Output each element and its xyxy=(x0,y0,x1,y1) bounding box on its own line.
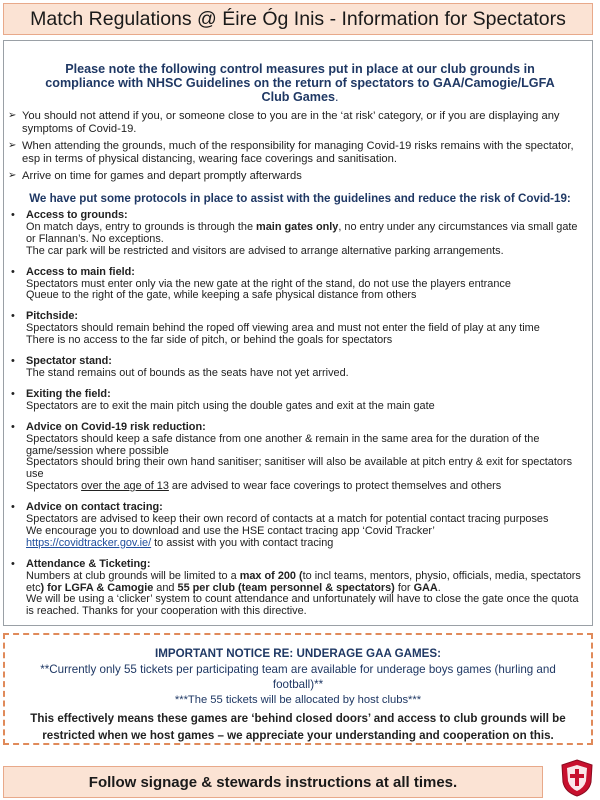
section-access-grounds xyxy=(10,210,588,258)
text-run: for xyxy=(394,581,414,594)
round-bullet-icon: • xyxy=(11,355,15,368)
section-title: Advice on contact tracing: xyxy=(26,501,163,514)
section-access-field xyxy=(10,267,588,303)
section-line: Spectators should keep a safe distance from one another & remain in the same area for the duration of the game/session where possible xyxy=(26,432,540,457)
list-item xyxy=(8,140,583,165)
arrow-bullet-icon: ➢ xyxy=(8,140,17,151)
section-line xyxy=(26,481,588,493)
footer-text: Follow signage & stewards instructions at all times. xyxy=(88,773,458,791)
title-banner xyxy=(3,3,593,35)
section-line xyxy=(26,571,588,595)
bullet-text: You should not attend if you, or someone close to you are in the ‘at risk’ category, or if you are displaying any symptoms of Covid-19. xyxy=(22,110,560,135)
round-bullet-icon: • xyxy=(11,310,15,323)
text-run: Spectators xyxy=(26,480,82,493)
text-run: . xyxy=(437,581,441,594)
section-line: We will be using a ‘clicker’ system to count attendance and unfortunately will have to close the gate once the quota is reached. Thanks for your cooperation with this directive. xyxy=(26,593,579,618)
section-line: We encourage you to download and use the HSE contact tracing app ‘Covid Tracker’ xyxy=(26,524,435,537)
intro-period: . xyxy=(334,90,339,104)
notice-body: **Currently only 55 tickets per participating team are available for underage boys games (hurling and football)** xyxy=(40,663,556,691)
section-line: There is no access to the far side of pitch, or behind the goals for spectators xyxy=(26,334,393,347)
text-run: , no entry under any circumstances via small gate or Flannan’s. No exceptions. xyxy=(26,220,578,245)
arrow-bullet-icon: ➢ xyxy=(8,170,17,181)
section-line: Spectators should bring their own hand sanitiser; sanitiser will also be available at pitch entry & exit for spectators use xyxy=(26,456,573,481)
section-line: Spectators should remain behind the roped off viewing area and must not enter the field of play at any time xyxy=(26,322,540,335)
section-title: Attendance & Ticketing: xyxy=(26,557,151,570)
round-bullet-icon: • xyxy=(11,420,15,433)
section-ticketing xyxy=(10,559,588,619)
section-line: The stand remains out of bounds as the seats have not yet arrived. xyxy=(26,366,349,379)
text-run-bold: ) for LGFA & Camogie xyxy=(40,581,154,594)
text-run: On match days, entry to grounds is through the xyxy=(26,220,257,233)
round-bullet-icon: • xyxy=(11,209,15,221)
round-bullet-icon: • xyxy=(11,557,15,570)
text-run: and xyxy=(153,581,178,594)
intro-main: Please note the following control measures put in place at our club grounds in compliance with NHSC Guidelines on the return of spectators to GAA/Camogie/LGFA Club Games xyxy=(45,62,555,104)
section-line: Queue to the right of the gate, while keeping a safe physical distance from others xyxy=(26,289,417,302)
text-run-bold: 55 per club (team personnel & spectators) xyxy=(177,581,395,594)
round-bullet-icon: • xyxy=(11,387,15,400)
section-covid-advice xyxy=(10,422,588,493)
section-exiting xyxy=(10,389,588,413)
section-title: Access to grounds: xyxy=(26,209,128,221)
notice-allocation: ***The 55 tickets will be allocated by host clubs*** xyxy=(174,694,422,706)
page-title: Match Regulations @ Éire Óg Inis - Information for Spectators xyxy=(30,7,566,30)
section-title: Advice on Covid-19 risk reduction: xyxy=(26,420,206,433)
arrow-bullet-icon: ➢ xyxy=(8,110,17,121)
section-line xyxy=(26,538,588,550)
protocol-sections xyxy=(10,210,588,627)
general-bullets xyxy=(8,110,583,188)
protocols-heading: We have put some protocols in place to assist with the guidelines and reduce the risk of Covid-19: xyxy=(29,192,571,205)
text-run: to assist with you with contact tracing xyxy=(151,536,334,549)
round-bullet-icon: • xyxy=(11,265,15,278)
section-line xyxy=(26,222,588,246)
section-title: Spectator stand: xyxy=(26,355,112,368)
intro-text xyxy=(30,62,570,104)
text-run-bold: GAA xyxy=(413,581,438,594)
section-pitchside xyxy=(10,311,588,347)
text-run-bold: main gates only xyxy=(256,220,339,233)
list-item xyxy=(8,110,583,135)
section-title: Exiting the field: xyxy=(26,387,111,400)
section-title: Pitchside: xyxy=(26,310,79,323)
bullet-text: Arrive on time for games and depart promptly afterwards xyxy=(22,170,302,182)
footer-banner xyxy=(3,766,543,798)
text-run: to incl teams, mentors, physio, officials, media, spectators etc xyxy=(26,569,581,594)
text-run: are advised to wear face coverings to protect themselves and others xyxy=(168,480,502,493)
section-line: Spectators are advised to keep their own record of contacts at a match for potential contact tracing purposes xyxy=(26,513,549,526)
list-item xyxy=(8,170,583,183)
section-title: Access to main field: xyxy=(26,265,135,278)
notice-closed-doors: This effectively means these games are ‘behind closed doors’ and access to club grounds will be restricted when we host games – we appreciate your understanding and cooperation on this. xyxy=(30,712,566,742)
text-run-underlined: over the age of 13 xyxy=(81,480,169,493)
notice-title: IMPORTANT NOTICE RE: UNDERAGE GAA GAMES: xyxy=(155,647,441,660)
section-contact-tracing xyxy=(10,502,588,550)
round-bullet-icon: • xyxy=(11,501,15,514)
covid-tracker-link[interactable]: https://covidtracker.gov.ie/ xyxy=(26,536,152,549)
text-run: Numbers at club grounds will be limited to a xyxy=(26,569,240,582)
section-line: The car park will be restricted and visitors are advised to arrange alternative parking arrangements. xyxy=(26,244,504,257)
section-line: Spectators are to exit the main pitch using the double gates and exit at the main gate xyxy=(26,399,435,412)
underage-notice xyxy=(3,633,593,745)
bullet-text: When attending the grounds, much of the responsibility for managing Covid-19 risks remains with the spectator, esp in terms of physical distancing, wearing face coverings and sanitisation. xyxy=(22,140,574,165)
section-spectator-stand xyxy=(10,356,588,380)
text-run-bold: max of 200 ( xyxy=(239,569,303,582)
club-crest-icon xyxy=(558,758,596,798)
section-line: Spectators must enter only via the new gate at the right of the stand, do not use the players entrance xyxy=(26,277,511,290)
